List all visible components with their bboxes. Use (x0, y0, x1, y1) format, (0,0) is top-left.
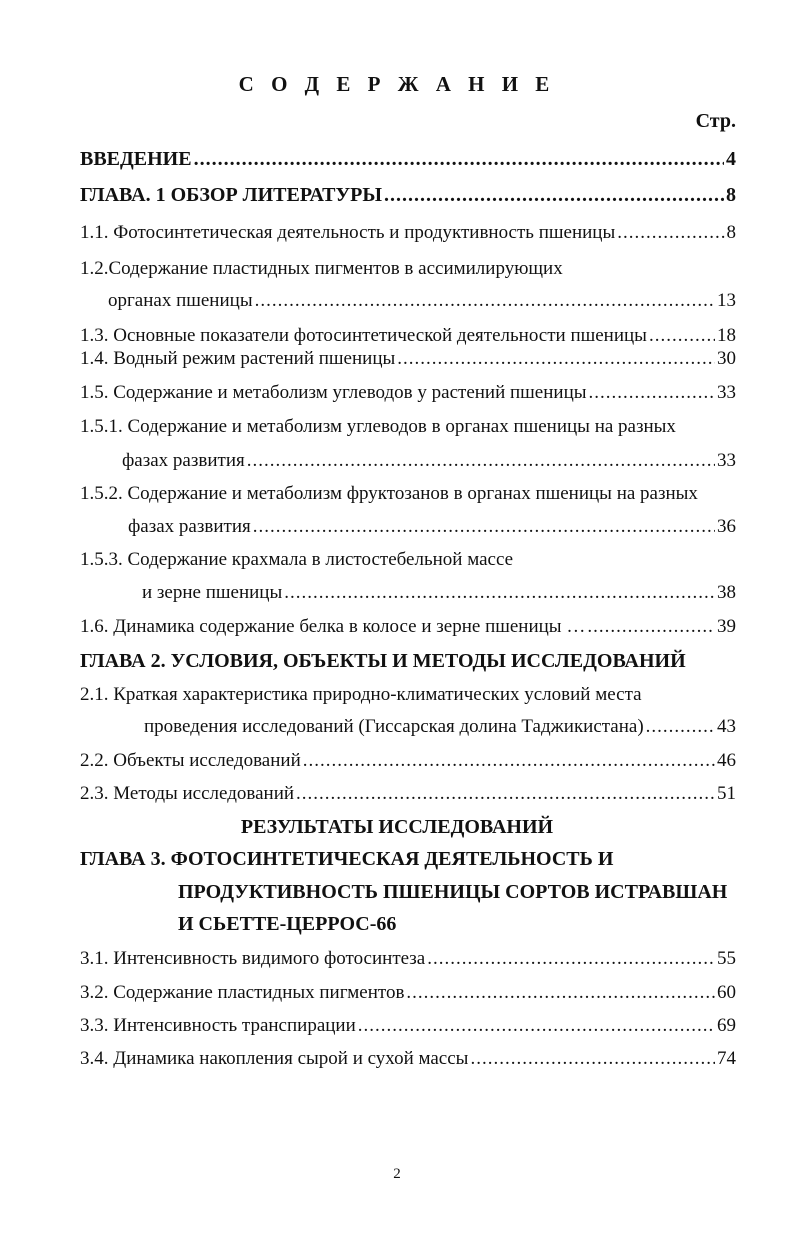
toc-entry-1-6[interactable] (80, 614, 736, 640)
dot-leader (470, 1046, 715, 1072)
toc-entry-label: и зерне пшеницы (142, 582, 283, 603)
toc-entry-page: 33 (717, 382, 736, 403)
page-title: С О Д Е Р Ж А Н И Е (238, 72, 556, 96)
toc-entry-page: 18 (717, 325, 736, 346)
toc-entry-1-4[interactable] (80, 346, 736, 372)
toc-chapter-3-heading-line1[interactable]: ГЛАВА 3. ФОТОСИНТЕТИЧЕСКАЯ ДЕЯТЕЛЬНОСТЬ И (80, 848, 614, 870)
toc-entry-1-5-3-line1[interactable]: 1.5.3. Содержание крахмала в листостебельной массе (80, 549, 514, 570)
dot-leader (303, 748, 715, 774)
toc-entry-page: 60 (717, 982, 736, 1003)
toc-entry-chapter-1[interactable] (80, 182, 736, 208)
toc-entry-page: 4 (726, 148, 736, 170)
toc-entry-label: ГЛАВА. 1 ОБЗОР ЛИТЕРАТУРЫ (80, 184, 383, 206)
toc-entry-label: 1.6. Динамика содержание белка в колосе и зерне пшеницы … (80, 616, 586, 637)
dot-leader (589, 380, 715, 406)
toc-entry-3-1[interactable] (80, 946, 736, 972)
toc-entry-label: фазах развития (128, 516, 251, 537)
toc-entry-page: 8 (726, 184, 736, 206)
toc-entry-2-2[interactable] (80, 748, 736, 774)
toc-entry-label: 2.3. Методы исследований (80, 783, 295, 804)
toc-entry-page: 33 (717, 450, 736, 471)
results-section-heading[interactable]: РЕЗУЛЬТАТЫ ИССЛЕДОВАНИЙ (240, 816, 554, 838)
toc-entry-1-5[interactable] (80, 380, 736, 406)
toc-entry-page: 69 (717, 1015, 736, 1036)
toc-entry-label: 1.4. Водный режим растений пшеницы (80, 348, 396, 369)
toc-entry-page: 30 (717, 348, 736, 369)
dot-leader (617, 220, 724, 246)
toc-entry-label: 3.3. Интенсивность транспирации (80, 1015, 356, 1036)
toc-entry-label: 1.5. Содержание и метаболизм углеводов у растений пшеницы (80, 382, 587, 403)
dot-leader (255, 288, 715, 314)
dot-leader (247, 448, 715, 474)
toc-entry-page: 43 (717, 716, 736, 737)
toc-entry-page: 74 (717, 1048, 736, 1069)
dot-leader (358, 1013, 715, 1039)
toc-entry-label: 3.1. Интенсивность видимого фотосинтеза (80, 948, 426, 969)
toc-entry-label: 1.1. Фотосинтетическая деятельность и продуктивность пшеницы (80, 222, 616, 243)
page-number: 2 (393, 1166, 401, 1182)
toc-entry-page: 13 (717, 290, 736, 311)
toc-entry-1-2[interactable] (108, 288, 736, 314)
toc-entry-introduction[interactable] (80, 146, 736, 172)
toc-entry-label: 1.3. Основные показатели фотосинтетической деятельности пшеницы (80, 325, 647, 346)
toc-entry-2-1[interactable] (144, 714, 736, 740)
dot-leader (406, 980, 715, 1006)
toc-entry-1-5-2-line1[interactable]: 1.5.2. Содержание и метаболизм фруктозанов в органах пшеницы на разных (80, 483, 698, 504)
toc-entry-label: органах пшеницы (108, 290, 253, 311)
toc-entry-label: 2.2. Объекты исследований (80, 750, 301, 771)
toc-entry-label: 3.2. Содержание пластидных пигментов (80, 982, 405, 1003)
toc-entry-1-2-line1[interactable]: 1.2.Содержание пластидных пигментов в ассимилирующих (80, 258, 563, 279)
toc-entry-page: 39 (717, 616, 736, 637)
dot-leader (646, 714, 715, 740)
dot-leader (587, 614, 715, 640)
toc-chapter-3-heading-line3[interactable]: И СЬЕТТЕ-ЦЕРРОС-66 (178, 913, 397, 935)
toc-chapter-2-heading[interactable]: ГЛАВА 2. УСЛОВИЯ, ОБЪЕКТЫ И МЕТОДЫ ИССЛЕДОВАНИЙ (80, 650, 686, 672)
toc-entry-1-5-2[interactable] (128, 514, 736, 540)
toc-entry-1-5-1[interactable] (122, 448, 736, 474)
dot-leader (253, 514, 715, 540)
toc-entry-page: 55 (717, 948, 736, 969)
page-column-header: Стр. (695, 110, 736, 132)
toc-entry-label: проведения исследований (Гиссарская долина Таджикистана) (144, 716, 644, 737)
dot-leader (296, 781, 715, 807)
toc-entry-page: 46 (717, 750, 736, 771)
toc-entry-1-1[interactable] (80, 220, 736, 246)
dot-leader (427, 946, 715, 972)
toc-entry-2-3[interactable] (80, 781, 736, 807)
dot-leader (384, 182, 724, 208)
toc-chapter-3-heading-line2[interactable]: ПРОДУКТИВНОСТЬ ПШЕНИЦЫ СОРТОВ ИСТРАВШАН (178, 881, 728, 903)
toc-entry-page: 36 (717, 516, 736, 537)
toc-entry-2-1-line1[interactable]: 2.1. Краткая характеристика природно-климатических условий места (80, 684, 642, 705)
toc-entry-label: ВВЕДЕНИЕ (80, 148, 192, 170)
toc-entry-page: 38 (717, 582, 736, 603)
toc-entry-page: 51 (717, 783, 736, 804)
dot-leader (284, 580, 715, 606)
toc-entry-label: фазах развития (122, 450, 245, 471)
dot-leader (194, 146, 724, 172)
toc-entry-1-5-1-line1[interactable]: 1.5.1. Содержание и метаболизм углеводов в органах пшеницы на разных (80, 416, 676, 437)
toc-entry-3-4[interactable] (80, 1046, 736, 1072)
toc-entry-page: 8 (726, 222, 736, 243)
toc-entry-3-3[interactable] (80, 1013, 736, 1039)
dot-leader (397, 346, 715, 372)
toc-entry-1-5-3[interactable] (142, 580, 736, 606)
toc-entry-label: 3.4. Динамика накопления сырой и сухой массы (80, 1048, 469, 1069)
toc-entry-3-2[interactable] (80, 980, 736, 1006)
